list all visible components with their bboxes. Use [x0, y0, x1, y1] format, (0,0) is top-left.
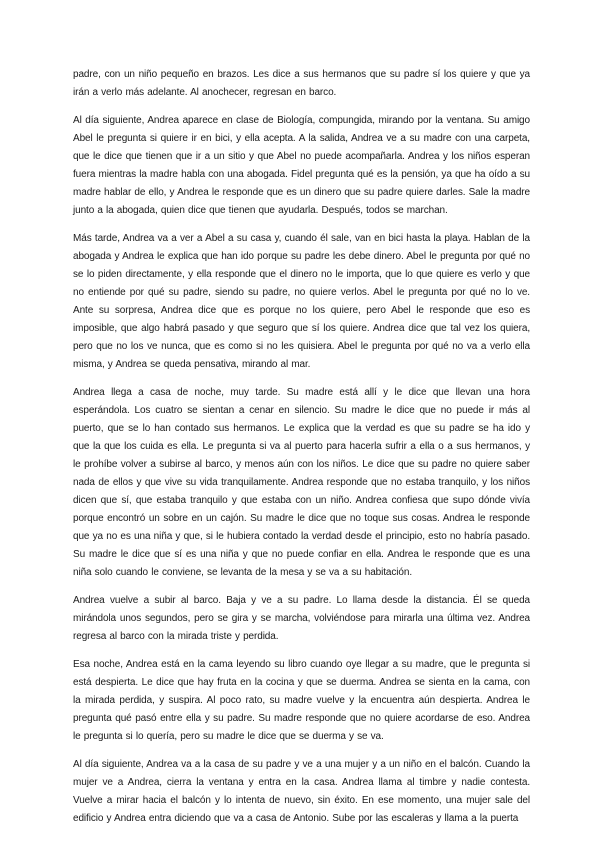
paragraph-4: Andrea llega a casa de noche, muy tarde. Su madre está allí y le dice que llevan una hora esperándola. Los cuatro se sientan a cenar en silencio. Su madre le dice que no puede ir más al puerto, que se lo han contado sus hermanos. Le explica que la verdad es que su padre se ha ido y que la que los cuida es ella. Le pregunta si va al puerto para hacerla sufrir a ella o a sus hermanos, y le prohíbe volver a subirse al barco, y menos aún con los niños. Le dice que su padre no quiere saber nada de ellos y que vive su vida tranquilamente. Andrea responde que no estaba tranquilo, y los niños dicen que sí, que estaba tranquilo y que estaba con un niño. Andrea confiesa que supo dónde vivía porque encontró un sobre en un cajón. Su madre le dice que no toque sus cosas. Andrea le responde que ya no es una niña y que, si le hubiera contado la verdad desde el principio, esto no habría pasado. Su madre le dice que sí es una niña y que no puede confiar en ella. Andrea le responde que es una niña solo cuando le conviene, se levanta de la mesa y se va a su habitación. — [73, 387, 530, 578]
paragraph-6: Esa noche, Andrea está en la cama leyendo su libro cuando oye llegar a su madre, que le pregunta si está despierta. Le dice que hay fruta en la cocina y que se duerma. Andrea se sienta en la cama, con la mirada perdida, y suspira. Al poco rato, su madre vuelve y la encuentra aún despierta. Andrea le pregunta qué pasó entre ella y su padre. Su madre responde que no quiere acordarse de eso. Andrea le pregunta si lo quería, pero su madre le dice que se duerma y se va. — [73, 659, 530, 742]
paragraph-3: Más tarde, Andrea va a ver a Abel a su casa y, cuando él sale, van en bici hasta la playa. Hablan de la abogada y Andrea le explica que han ido porque su padre les debe dinero. Abel le pregunta por qué no se lo piden directamente, y ella responde que el dinero no le importa, que lo que quiere es verlo y que no entiende por qué su padre, siendo su padre, no quiere verlos. Abel le pregunta por qué no lo ve. Ante su sorpresa, Andrea dice que es porque no los quiere, pero Abel le responde que eso es imposible, que algo habrá pasado y que seguro que sí los quiere. Andrea dice que tal vez los quiera, pero que no los ve nunca, que es como si no les quisiera. Abel le pregunta por qué no va a verlo ella misma, y Andrea se queda pensativa, mirando al mar. — [73, 233, 530, 370]
paragraph-1: padre, con un niño pequeño en brazos. Les dice a sus hermanos que su padre sí los quiere y que ya irán a verlo más adelante. Al anochecer, regresan en barco. — [73, 69, 530, 98]
paragraph-5: Andrea vuelve a subir al barco. Baja y ve a su padre. Lo llama desde la distancia. Él se queda mirándola unos segundos, pero se gira y se marcha, volviéndose para mirarla una última vez. Andrea regresa al barco con la mirada triste y perdida. — [73, 595, 530, 642]
paragraph-2: Al día siguiente, Andrea aparece en clase de Biología, compungida, mirando por la ventana. Su amigo Abel le pregunta si quiere ir en bici, y ella acepta. A la salida, Andrea ve a su madre con una carpeta, que le dice que tienen que ir a un sitio y que Abel no puede acompañarla. Andrea y los niños esperan fuera mientras la madre habla con una abogada. Fidel pregunta qué es la pensión, ya que ha oído a su madre hablar de ello, y Andrea le responde que es un dinero que su padre quiere darles. Sale la madre junto a la abogada, quien dice que tienen que ayudarla. Después, todos se marchan. — [73, 115, 530, 216]
paragraph-7: Al día siguiente, Andrea va a la casa de su padre y ve a una mujer y a un niño en el balcón. Cuando la mujer ve a Andrea, cierra la ventana y entra en la casa. Andrea llama al timbre y nadie contesta. Vuelve a mirar hacia el balcón y lo intenta de nuevo, sin éxito. En ese momento, una mujer sale del edificio y Andrea entra diciendo que va a casa de Antonio. Sube por las escaleras y llama a la puerta — [73, 759, 530, 824]
